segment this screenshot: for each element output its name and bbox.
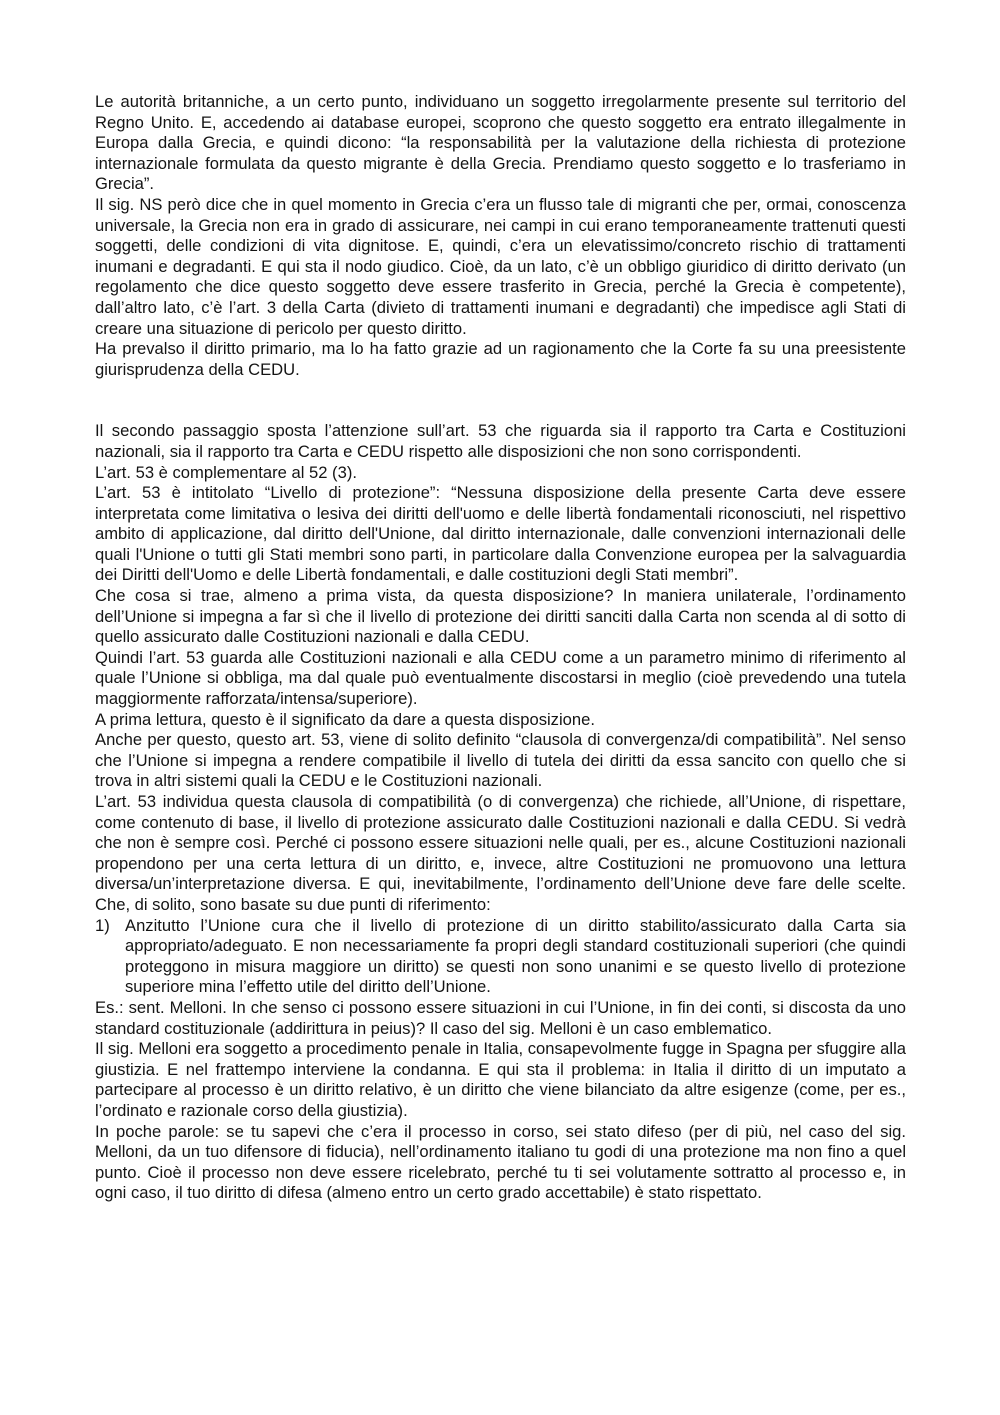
paragraph: Anche per questo, questo art. 53, viene di solito definito “clausola di convergenza/di compatibilità”. Nel senso che l’Unione si impegna a rendere compatibile il livello di tutela dei diritti da essa sancito con quello che si trova in altri sistemi quali la CEDU e le Costituzioni nazionali. — [95, 730, 906, 791]
paragraph: Che cosa si trae, almeno a prima vista, da questa disposizione? In maniera unilaterale, l’ordinamento dell’Unione si impegna a far sì che il livello di protezione dei diritti sanciti dalla Carta non scenda al di sotto di quello assicurato dalle Costituzioni nazionali e dalla CEDU. — [95, 586, 906, 647]
list-item — [95, 916, 906, 998]
paragraph: A prima lettura, questo è il significato da dare a questa disposizione. — [95, 709, 595, 729]
paragraph: Quindi l’art. 53 guarda alle Costituzioni nazionali e alla CEDU come a un parametro minimo di riferimento al quale l’Unione si obbliga, ma dal quale può eventualmente discostarsi in meglio (cioè prevedendo una tutela maggiormente rafforzata/intensa/superiore). — [95, 647, 906, 709]
paragraph: L’art. 53 è complementare al 52 (3). — [95, 462, 357, 482]
paragraph: Ha prevalso il diritto primario, ma lo ha fatto grazie ad un ragionamento che la Corte fa su una preesistente giurisprudenza della CEDU. — [95, 339, 906, 379]
document-page — [95, 92, 906, 1204]
paragraph: L’art. 53 è intitolato “Livello di protezione”: “Nessuna disposizione della presente Carta deve essere interpretata come limitativa o lesiva dei diritti dell'uomo e delle libertà fondamentali riconosciuti, nel rispettivo ambito di applicazione, dal diritto dell'Unione, dal diritto internazionale, dalle convenzioni internazionali delle quali l'Unione o tutti gli Stati membri sono parti, in particolare dalla Convenzione europea per la salvaguardia dei Diritti dell'Uomo e delle Libertà fondamentali, e dalle costituzioni degli Stati membri”. — [95, 483, 906, 585]
paragraph: In poche parole: se tu sapevi che c’era il processo in corso, sei stato difeso (per di più, nel caso del sig. Melloni, da un tuo difensore di fiducia), nell’ordinamento italiano tu godi di una protezione ma non fino a quel punto. Cioè il processo non deve essere ricelebrato, perché tu ti sei volutamente sottratto al processo e, in ogni caso, il tuo diritto di difesa (almeno entro un certo grado accettabile) è stato rispettato. — [95, 1121, 906, 1203]
paragraph: Il sig. NS però dice che in quel momento in Grecia c’era un flusso tale di migranti che per, ormai, conoscenza universale, la Grecia non era in grado di assicurare, nei campi in cui erano temporaneamente trattenuti questi soggetti, delle condizioni di vita dignitose. E, quindi, c’era un elevatissimo/concreto rischio di trattamenti inumani e degradanti. E qui sta il nodo giudico. Cioè, da un lato, c’è un obbligo giuridico di diritto derivato (un regolamento che dice questo soggetto deve essere trasferito in Grecia, perché la Grecia è competente), dall’altro lato, c’è l’art. 3 della Carta (divieto di trattamenti inumani e degradanti) che impedisce agli Stati di creare una situazione di pericolo per questo diritto. — [95, 194, 906, 338]
list-text: Anzitutto l’Unione cura che il livello di protezione di un diritto stabilito/assicurato dalla Carta sia appropriato/adeguato. E non necessariamente fa propri degli standard costituzionali superiori (che quindi proteggono in misura maggiore un diritto) se questi non sono unanimi e se questo livello di protezione superiore mina l’effetto utile del diritto dell’Unione. — [125, 915, 906, 997]
paragraph: Il sig. Melloni era soggetto a procedimento penale in Italia, consapevolmente fugge in Spagna per sfuggire alla giustizia. E nel frattempo interviene la condanna. E qui sta il problema: in Italia il diritto di un imputato a partecipare al processo è un diritto relativo, è un diritto che viene bilanciato da altre esigenze (come, per es., l’ordinato e razionale corso della giustizia). — [95, 1039, 906, 1120]
paragraph: Il secondo passaggio sposta l’attenzione sull’art. 53 che riguarda sia il rapporto tra Carta e Costituzioni nazionali, sia il rapporto tra Carta e CEDU rispetto alle disposizioni che non sono corrispondenti. — [95, 421, 906, 461]
paragraph: L’art. 53 individua questa clausola di compatibilità (o di convergenza) che richiede, all’Unione, di rispettare, come contenuto di base, il livello di protezione assicurato dalle Costituzioni nazionali e dalla CEDU. Si vedrà che non è sempre così. Perché ci possono essere situazioni nelle quali, per es., alcune Costituzioni nazionali propendono per una certa lettura di un diritto, e, invece, altre Costituzioni ne promuovono una lettura diversa/un’interpretazione diversa. E qui, inevitabilmente, l’ordinamento dell’Unione deve fare delle scelte. Che, di solito, sono basate su due punti di riferimento: — [95, 792, 906, 914]
list-number: 1) — [95, 915, 110, 935]
paragraph: Es.: sent. Melloni. In che senso ci possono essere situazioni in cui l’Unione, in fin dei conti, si discosta da uno standard costituzionale (addirittura in peius)? Il caso del sig. Melloni è un caso emblematico. — [95, 997, 906, 1038]
paragraph: Le autorità britanniche, a un certo punto, individuano un soggetto irregolarmente presente sul territorio del Regno Unito. E, accedendo ai database europei, scoprono che questo soggetto era entrato illegalmente in Europa dalla Grecia, e quindi dicono: “la responsabilità per la valutazione della richiesta di protezione internazionale formulata da questo migrante è della Grecia. Prendiamo questo soggetto e lo trasferiamo in Grecia”. — [95, 92, 906, 194]
section-spacer — [95, 380, 906, 421]
